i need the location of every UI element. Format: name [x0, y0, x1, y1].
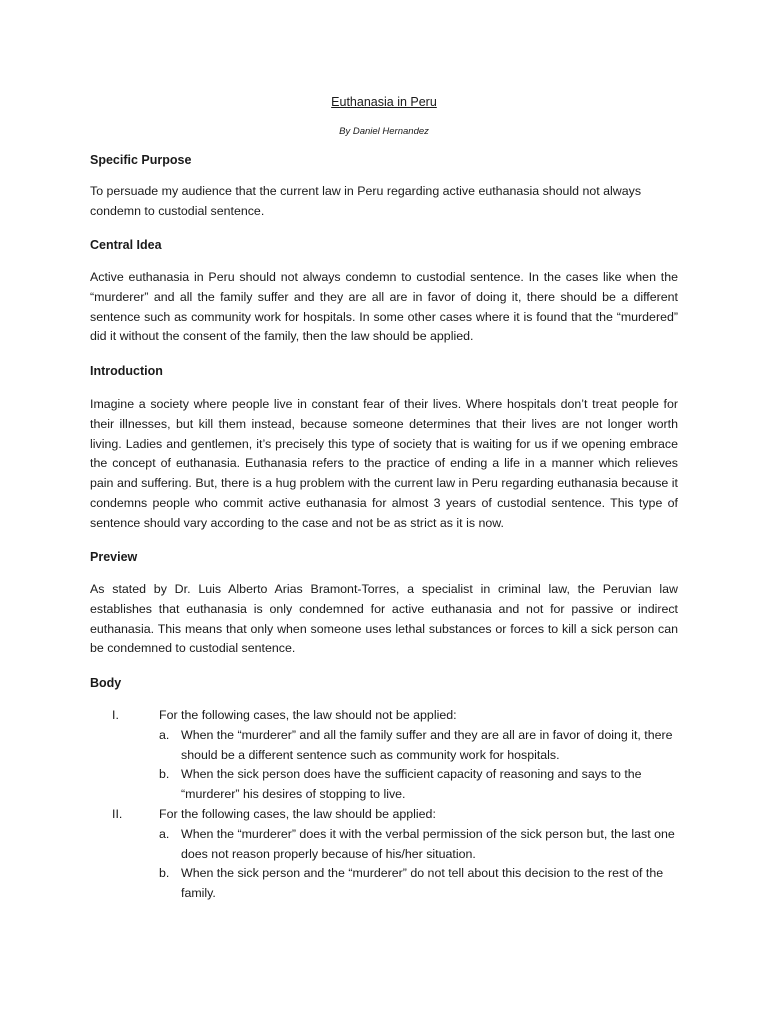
- body-heading: Body: [90, 676, 122, 690]
- outline-subpoint-text: When the sick person and the “murderer” do not tell about this decision to the rest of the family.: [181, 866, 664, 901]
- introduction-text: Imagine a society where people live in constant fear of their lives. Where hospitals don’t treat people for their illnesses, but kill them instead, because someone determines that their lives are not longer worth living. Ladies and gentlemen, it’s precisely this type of society that is waiting for us if we opening embrace the concept of euthanasia. Euthanasia refers to the practice of ending a life in a manner which relieves pain and suffering. But, there is a hug problem with the current law in Peru regarding euthanasia because it condemns people who commit active euthanasia for almost 3 years of custodial sentence. This type of sentence should vary according to the case and not be as strict as it is now.: [90, 397, 678, 530]
- introduction-heading: Introduction: [90, 364, 163, 378]
- specific-purpose-text: To persuade my audience that the current law in Peru regarding active euthanasia should not always condemn to custodial sentence.: [90, 184, 642, 218]
- body-outline: [90, 706, 680, 904]
- outline-point-text: For the following cases, the law should not be applied:: [159, 708, 457, 722]
- outline-letter: a.: [159, 727, 170, 742]
- outline-letter: a.: [159, 826, 170, 841]
- outline-subpoint: [90, 765, 680, 805]
- central-idea-text: Active euthanasia in Peru should not always condemn to custodial sentence. In the cases like when the “murderer” and all the family suffer and they are all are in favor of doing it, there should be a different sentence such as community work for hospitals. In some other cases where it is found that the “murdered” did it without the consent of the family, then the law should be applied.: [90, 270, 678, 344]
- outline-numeral: II.: [112, 806, 123, 821]
- outline-point-text: For the following cases, the law should be applied:: [159, 806, 436, 821]
- outline-subpoint-text: When the “murderer” does it with the verbal permission of the sick person but, the last one does not reason properly because of his/her situation.: [181, 826, 675, 861]
- outline-subpoint: [90, 726, 680, 766]
- document-author: By Daniel Hernandez: [339, 126, 429, 137]
- preview-text: As stated by Dr. Luis Alberto Arias Bramont-Torres, a specialist in criminal law, the Peruvian law establishes that euthanasia is only condemned for active euthanasia and not for passive or indirect euthanasia. This means that only when someone uses lethal substances or forces to kill a sick person can be condemned to custodial sentence.: [90, 582, 678, 656]
- outline-point: [90, 706, 680, 726]
- outline-subpoint-text: When the sick person does have the sufficient capacity of reasoning and says to the “murderer” his desires of stopping to live.: [181, 767, 642, 802]
- specific-purpose-heading: Specific Purpose: [90, 153, 192, 167]
- outline-subpoint-text: When the “murderer” and all the family suffer and they are all are in favor of doing it, there should be a different sentence such as community work for hospitals.: [181, 727, 673, 762]
- central-idea-heading: Central Idea: [90, 238, 162, 252]
- outline-subpoint: [90, 825, 680, 865]
- outline-subpoint: [90, 864, 680, 904]
- outline-letter: b.: [159, 767, 170, 782]
- outline-numeral: I.: [112, 708, 119, 722]
- outline-point: [90, 805, 680, 825]
- document-title: Euthanasia in Peru: [331, 95, 437, 109]
- outline-letter: b.: [159, 866, 170, 881]
- preview-heading: Preview: [90, 550, 138, 564]
